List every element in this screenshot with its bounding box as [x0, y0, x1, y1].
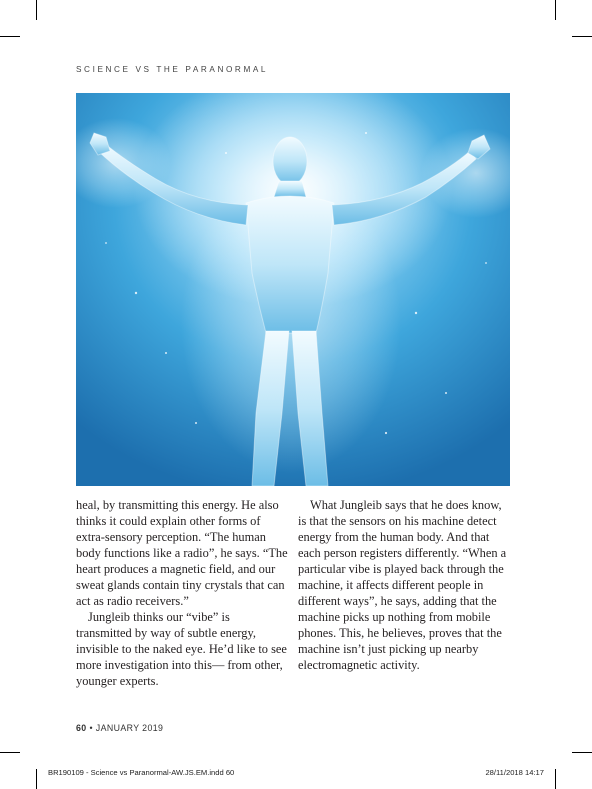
crop-mark — [36, 769, 37, 789]
crop-mark — [0, 752, 20, 753]
crop-mark — [572, 36, 592, 37]
article-column-right — [298, 497, 510, 673]
crop-mark — [0, 36, 20, 37]
glowing-figure-illustration — [76, 93, 510, 486]
hero-image — [76, 93, 510, 486]
issue-date: JANUARY 2019 — [95, 723, 164, 733]
crop-mark — [555, 769, 556, 789]
crop-mark — [36, 0, 37, 20]
article-paragraph: heal, by transmitting this energy. He also thinks it could explain other forms of extra-sensory perception. “The human body functions like a radio”, he says. “The heart produces a magnetic field, and our sweat glands contain tiny crystals that can act as radio receivers.” — [76, 498, 288, 608]
article-paragraph: What Jungleib says that he does know, is that the sensors on his machine detect energy from the human body. And that each person registers differently. “When a particular vibe is played back through the machine, it affects different people in different ways”, he says, adding that the machine picks up nothing from mobile phones. This, he believes, proves that the machine isn’t just picking up nearby electromagnetic activity. — [298, 498, 507, 672]
crop-mark — [572, 752, 592, 753]
footer-separator: • — [89, 723, 93, 733]
article-column-left — [76, 497, 288, 689]
page-number: 60 — [76, 723, 87, 733]
section-title: SCIENCE VS THE PARANORMAL — [76, 65, 269, 74]
print-slug-file: BR190109 - Science vs Paranormal-AW.JS.EM.indd 60 — [48, 768, 235, 777]
page-footer — [76, 723, 163, 733]
article-paragraph: Jungleib thinks our “vibe” is transmitted by way of subtle energy, invisible to the naked eye. He’d like to see more investigation into this— from other, younger experts. — [76, 610, 287, 688]
crop-mark — [555, 0, 556, 20]
print-slug-datetime: 28/11/2018 14:17 — [485, 768, 544, 777]
